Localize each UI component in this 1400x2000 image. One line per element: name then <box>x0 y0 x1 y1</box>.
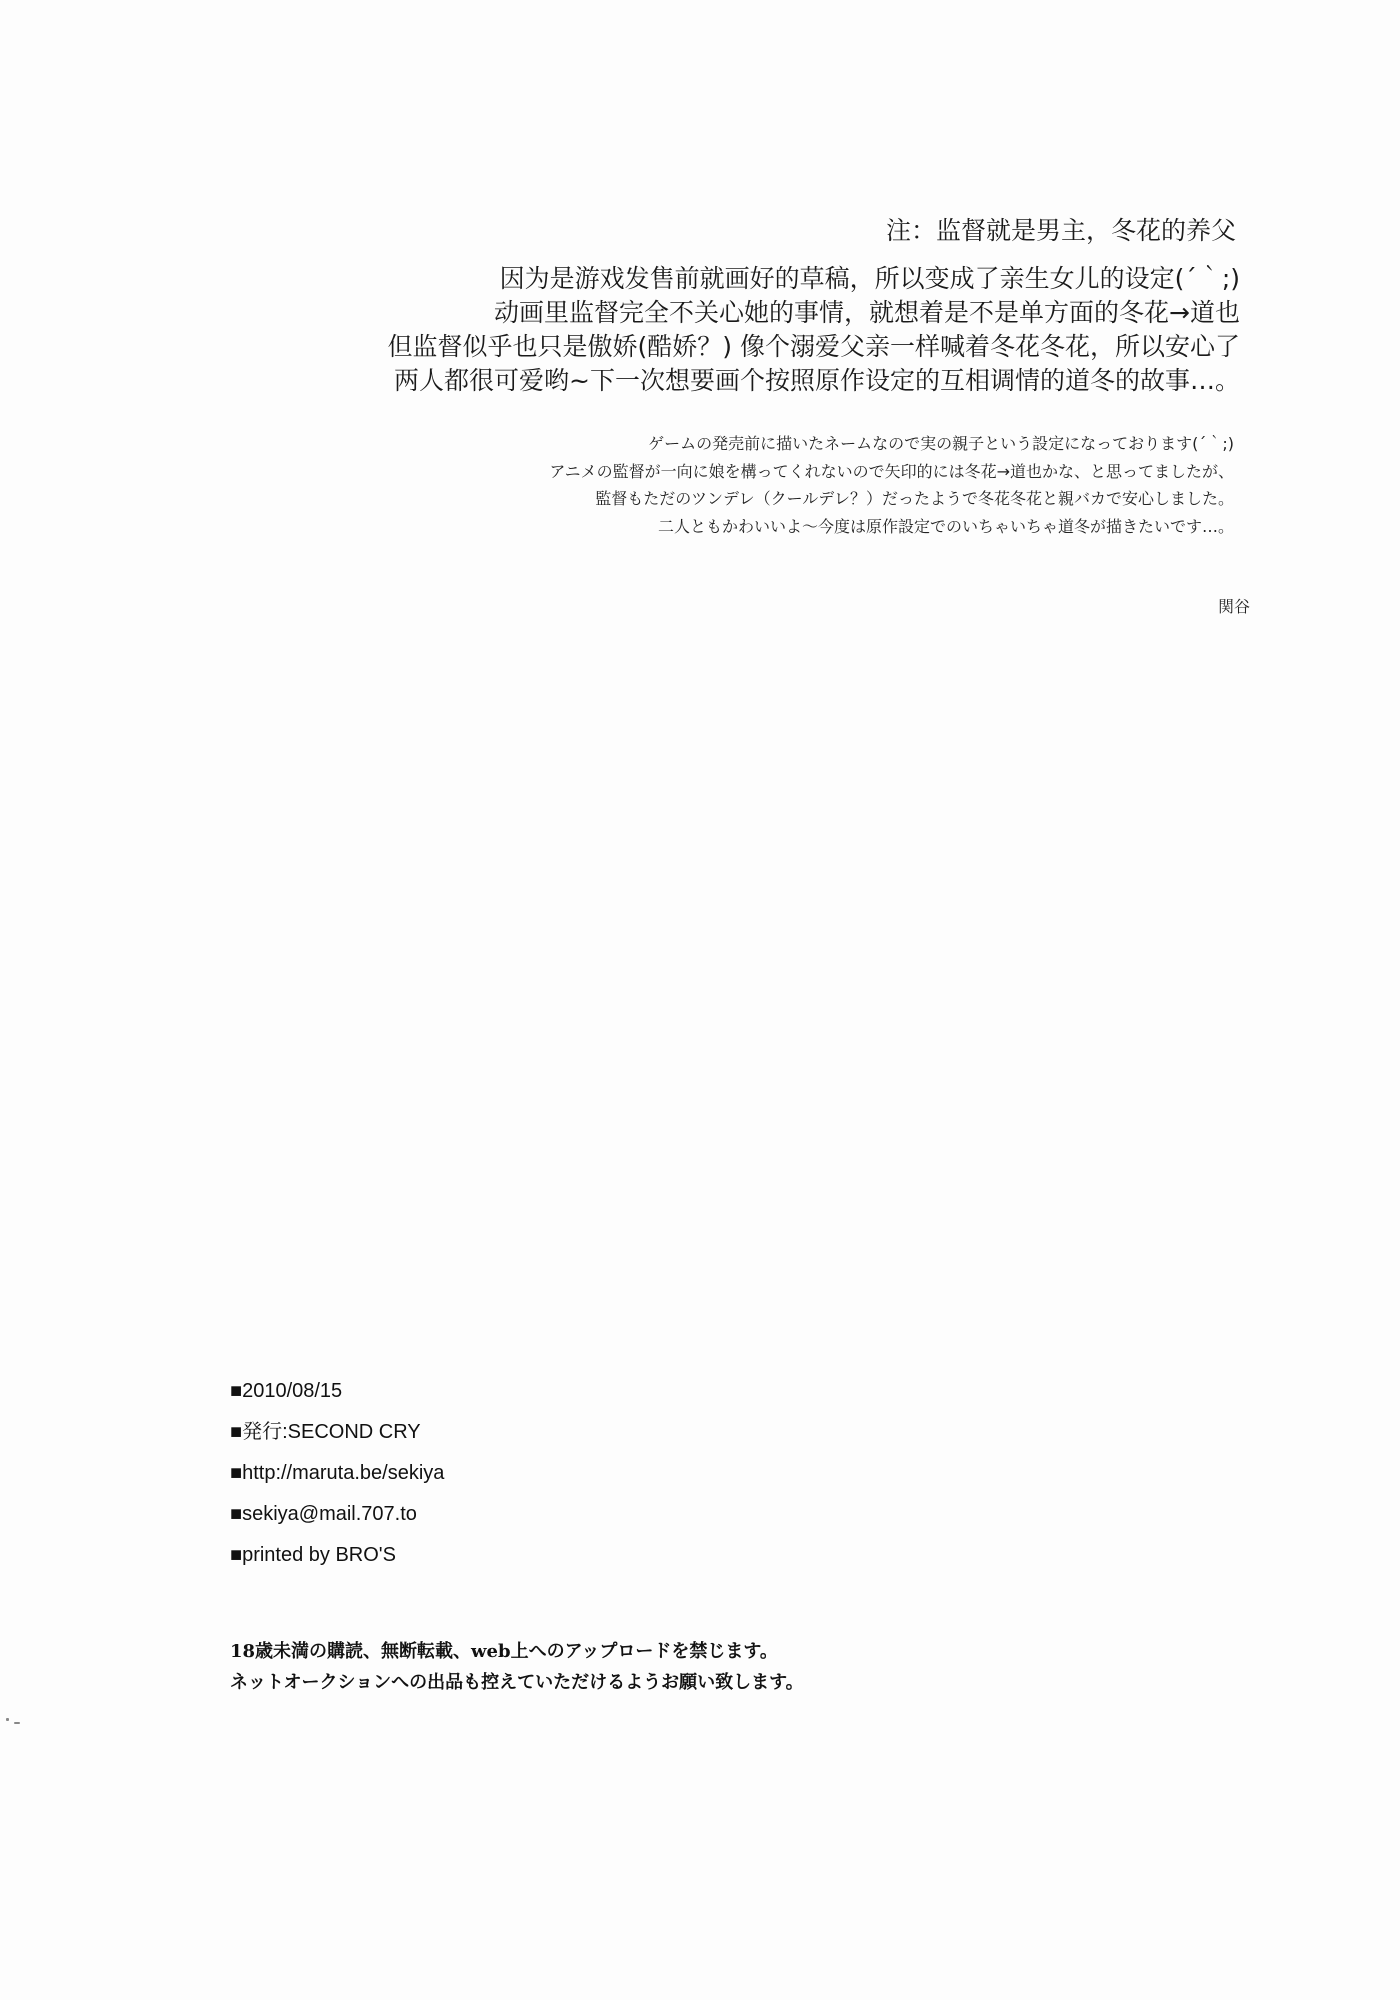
afterword-line: 二人ともかわいいよ～今度は原作設定でのいちゃいちゃ道冬が描きたいです…。 <box>657 516 1234 536</box>
publication-date: ■2010/08/15 <box>230 1380 343 1402</box>
afterword-line: アニメの監督が一向に娘を構ってくれないので矢印的には冬花→道也かな、と思ってましたが、 <box>549 461 1234 481</box>
legal-notice <box>230 1636 804 1698</box>
contact-email: ■sekiya@mail.707.to <box>230 1503 417 1525</box>
publisher: ■発行:SECOND CRY <box>230 1421 421 1443</box>
author-signature: 関谷 <box>1217 597 1250 616</box>
afterword <box>334 430 1234 540</box>
translation-note-heading: 注：监督就是男主，冬花的养父 <box>885 216 1236 245</box>
scan-speck <box>14 1722 20 1724</box>
afterword-line: ゲームの発売前に描いたネームなので実の親子という設定になっております(´｀;) <box>648 434 1234 453</box>
translation-note-line: 但监督似乎也只是傲娇(酷娇？) 像个溺爱父亲一样喊着冬花冬花，所以安心了 <box>387 332 1240 361</box>
translation-note-line: 两人都很可爱哟~下一次想要画个按照原作设定的互相调情的道冬的故事…。 <box>394 366 1240 395</box>
colophon <box>230 1371 444 1576</box>
legal-notice-line: 18歳未満の購読、無断転載、web上へのアップロードを禁じます。 <box>230 1641 778 1662</box>
translation-note-line: 动画里监督完全不关心她的事情，就想着是不是单方面的冬花→道也 <box>494 298 1240 327</box>
translation-note-line: 因为是游戏发售前就画好的草稿，所以变成了亲生女儿的设定(´｀;) <box>499 264 1240 293</box>
afterword-line: 監督もただのツンデレ（クールデレ？）だったようで冬花冬花と親バカで安心しました。 <box>595 489 1234 508</box>
website-url: ■http://maruta.be/sekiya <box>230 1462 445 1484</box>
printer: ■printed by BRO'S <box>230 1544 396 1566</box>
translation-note <box>340 214 1240 398</box>
scan-speck <box>6 1718 9 1721</box>
legal-notice-line: ネットオークションへの出品も控えていただけるようお願い致します。 <box>230 1672 804 1693</box>
